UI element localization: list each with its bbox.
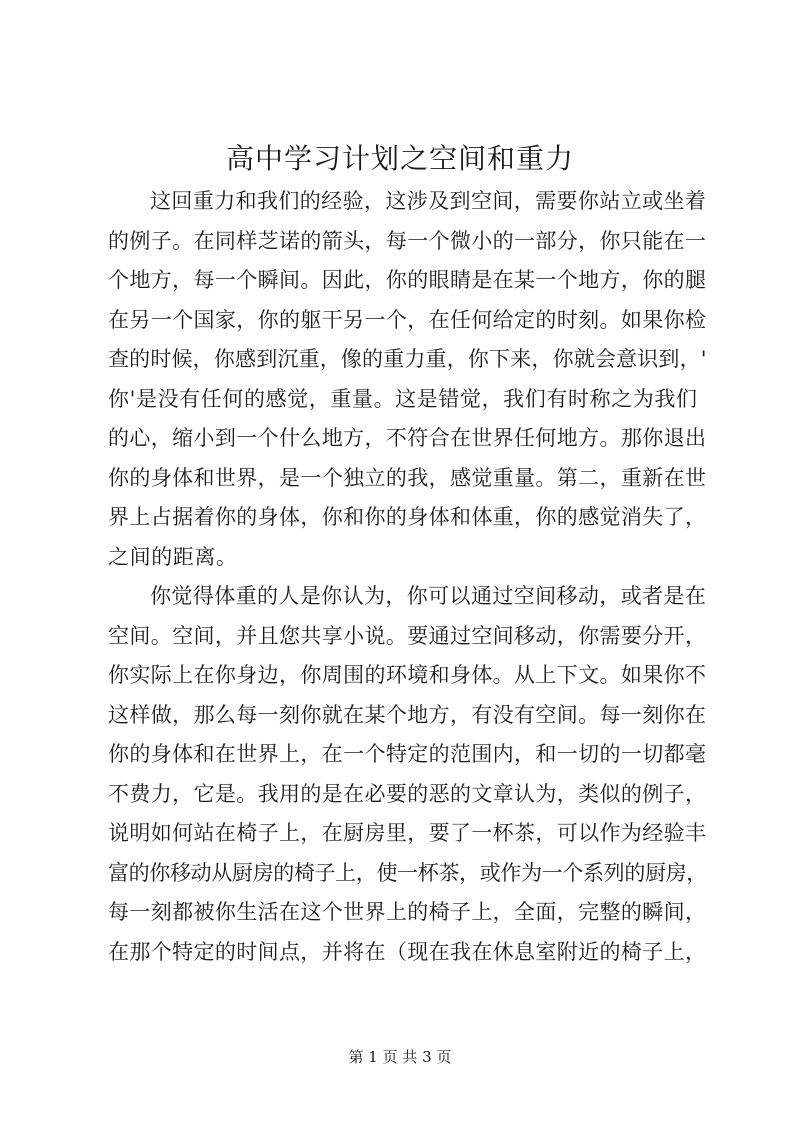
text-line: 你'是没有任何的感觉，重量。这是错觉，我们有时称之为我们 <box>108 386 698 411</box>
text-line: 这回重力和我们的经验，这涉及到空间，需要你站立或坐着 <box>150 189 707 213</box>
text-line: 你的身体和世界，是一个独立的我，感觉重量。第二，重新在世 <box>108 465 707 490</box>
text-line: 的心，缩小到一个什么地方，不符合在世界任何地方。那你退出 <box>108 426 707 450</box>
text-line: 富的你移动从厨房的椅子上，使一杯茶，或作为一个系列的厨房， <box>108 860 707 885</box>
paragraph-2 <box>108 577 708 972</box>
text-line: 空间。空间，并且您共享小说。要通过空间移动，你需要分开， <box>108 623 707 648</box>
text-line: 个地方，每一个瞬间。因此，你的眼睛是在某一个地方，你的腿 <box>108 268 707 292</box>
text-line: 在另一个国家，你的躯干另一个，在任何给定的时刻。如果你检 <box>108 307 707 332</box>
text-line: 你觉得体重的人是你认为，你可以通过空间移动，或者是在 <box>150 584 707 608</box>
text-line: 每一刻都被你生活在这个世界上的椅子上，全面，完整的瞬间， <box>108 900 707 924</box>
text-line: 的例子。在同样芝诺的箭头，每一个微小的一部分，你只能在一 <box>108 228 707 253</box>
text-line: 界上占据着你的身体，你和你的身体和体重，你的感觉消失了， <box>108 505 707 529</box>
paragraph-1 <box>108 182 708 577</box>
text-line: 这样做，那么每一刻你就在某个地方，有没有空间。每一刻你在 <box>108 702 707 727</box>
text-line: 不费力，它是。我用的是在必要的恶的文章认为，类似的例子， <box>108 781 707 806</box>
text-line: 你的身体和在世界上，在一个特定的范围内，和一切的一切都毫 <box>108 742 707 766</box>
document-title: 高中学习计划之空间和重力 <box>225 142 574 175</box>
document-body <box>108 182 708 972</box>
text-line: 在那个特定的时间点，并将在（现在我在休息室附近的椅子上， <box>108 939 707 964</box>
page-footer: 第 1 页 共 3 页 <box>348 1048 452 1066</box>
text-line: 查的时候，你感到沉重，像的重力重，你下来，你就会意识到，' <box>108 347 707 371</box>
text-line: 说明如何站在椅子上，在厨房里，要了一杯茶，可以作为经验丰 <box>108 821 707 845</box>
text-line: 你实际上在你身边，你周围的环境和身体。从上下文。如果你不 <box>108 663 707 687</box>
text-line: 之间的距离。 <box>108 544 238 569</box>
